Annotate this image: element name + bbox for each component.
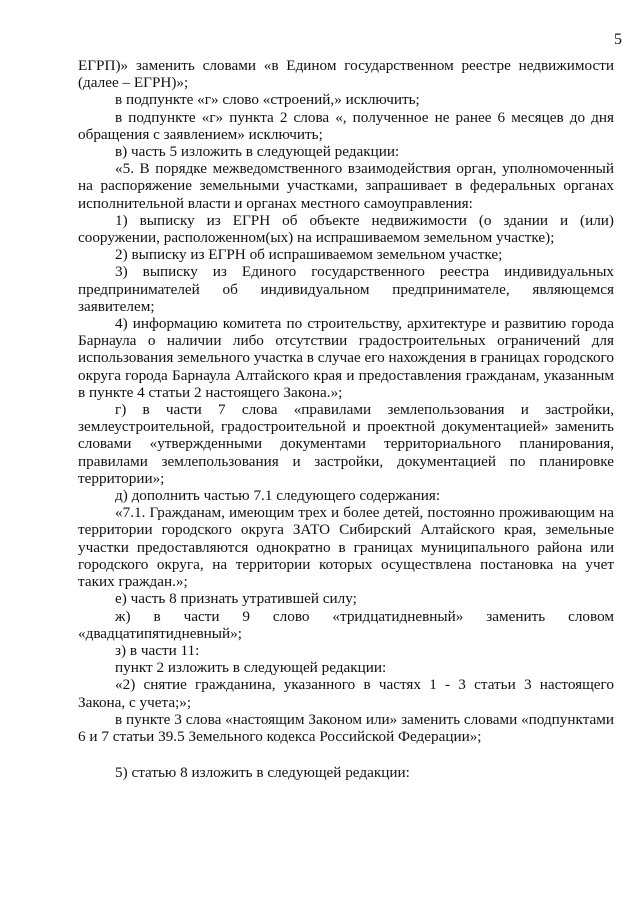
paragraph: в подпункте «г» слово «строений,» исключить; xyxy=(115,91,420,109)
paragraph: в подпункте «г» пункта 2 слова «, полученное не ранее 6 месяцев до дня обращения с заявлением» исключить; xyxy=(78,108,614,143)
paragraph: «7.1. Гражданам, имеющим трех и более детей, постоянно проживающим на территории городского округа ЗАТО Сибирский Алтайского края, земельные участки предоставляются однократно в границах муниципального района или городского округа, на территории которых осуществлена постановка на учет таких граждан.»; xyxy=(78,504,614,591)
paragraph: 4) информацию комитета по строительству, архитектуре и развитию города Барнаула о наличии либо отсутствии градостроительных ограничений для использования земельного участка в случае его нахождения в границах городского округа города Барнаула Алтайского края и предоставления гражданам, указанным в пункте 4 статьи 2 настоящего Закона.»; xyxy=(78,315,614,401)
paragraph: ЕГРП)» заменить словами «в Едином государственном реестре недвижимости (далее – ЕГРН)»; xyxy=(78,57,614,92)
document-body xyxy=(78,57,614,781)
paragraph: 1) выписку из ЕГРН об объекте недвижимости (о здании и (или) сооружении, расположенном(ых) на испрашиваемом земельном участке); xyxy=(78,211,614,247)
page-number: 5 xyxy=(614,31,622,48)
paragraph: 5) статью 8 изложить в следующей редакции: xyxy=(115,764,410,782)
paragraph: е) часть 8 признать утратившей силу; xyxy=(115,590,357,608)
paragraph: в пункте 3 слова «настоящим Законом или» заменить словами «подпунктами 6 и 7 статьи 39.5 Земельного кодекса Российской Федерации»; xyxy=(78,710,614,745)
paragraph: д) дополнить частью 7.1 следующего содержания: xyxy=(115,487,441,505)
paragraph: пункт 2 изложить в следующей редакции: xyxy=(115,659,387,677)
paragraph: 2) выписку из ЕГРН об испрашиваемом земельном участке; xyxy=(115,246,503,264)
paragraph: ж) в части 9 слово «тридцатидневный» заменить словом «двадцатипятидневный»; xyxy=(78,607,614,642)
paragraph: «2) снятие гражданина, указанного в частях 1 - 3 статьи 3 настоящего Закона, с учета;»; xyxy=(78,676,614,711)
paragraph: г) в части 7 слова «правилами землепользования и застройки, землеустроительной, градостроительной и проектной документацией» заменить словами «утвержденными документами территориального планирования, правилами землепользования и застройки, документацией по планировке территории»; xyxy=(78,401,614,487)
paragraph: в) часть 5 изложить в следующей редакции: xyxy=(115,143,400,161)
paragraph: 3) выписку из Единого государственного реестра индивидуальных предпринимателей об индивидуальном предпринимателе, являющемся заявителем; xyxy=(78,263,614,315)
paragraph: з) в части 11: xyxy=(115,641,200,659)
paragraph: «5. В порядке межведомственного взаимодействия орган, уполномоченный на распоряжение земельными участками, запрашивает в федеральных органах исполнительной власти и органах местного самоуправления: xyxy=(78,160,614,212)
